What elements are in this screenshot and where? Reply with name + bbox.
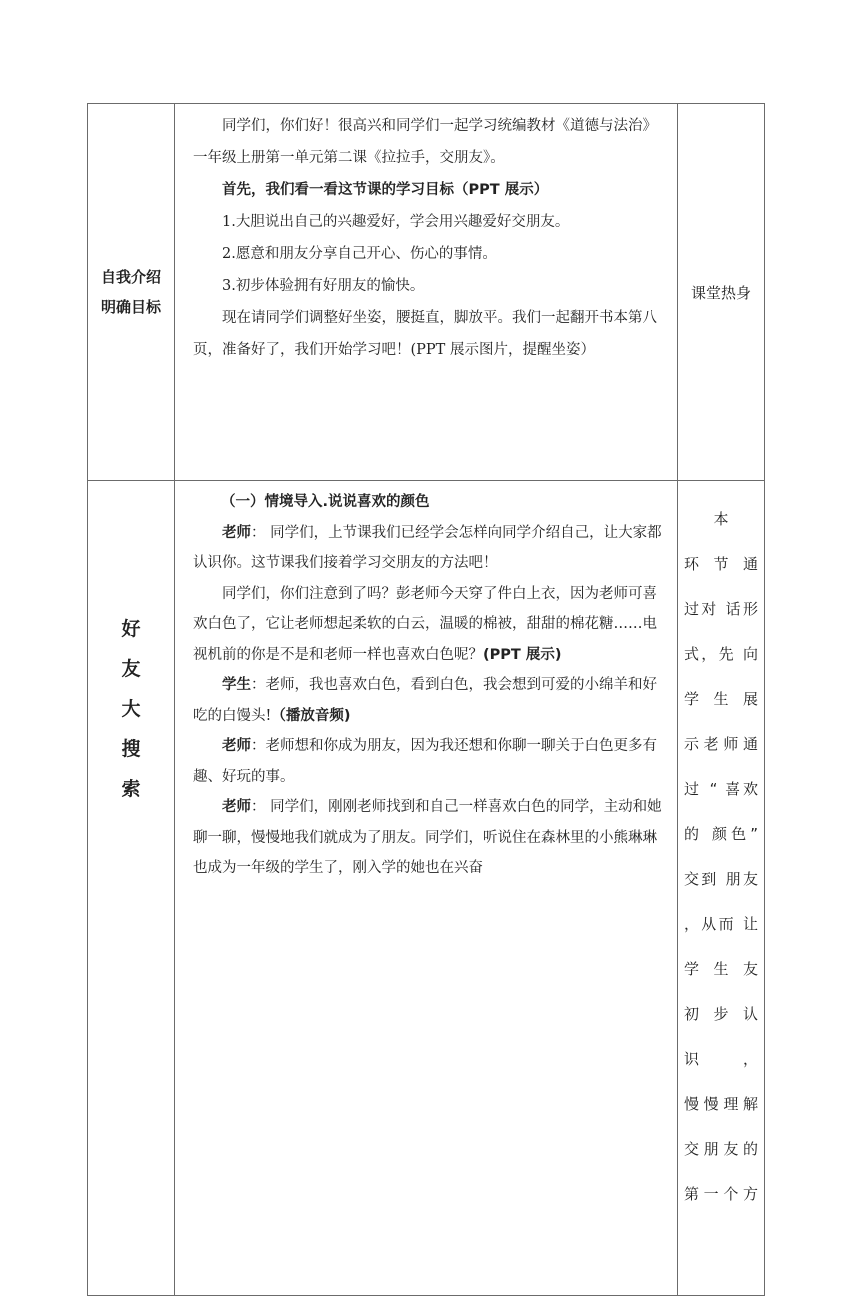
note-line: 学 生 友: [684, 960, 758, 978]
note-cell: [678, 481, 765, 1296]
note-cell: [678, 104, 765, 481]
label-char: 友: [121, 658, 141, 680]
paragraph-tail: （播放音频): [271, 707, 351, 724]
note-line: 式，先 向: [684, 645, 758, 663]
paragraph: [193, 518, 669, 579]
content-cell: [175, 104, 678, 481]
note-text: 课堂热身: [690, 283, 751, 302]
lesson-plan-table: [87, 103, 765, 1296]
paragraph: 3.初步体验拥有好朋友的愉快。: [222, 278, 425, 294]
speaker-label: 老师: [222, 738, 251, 754]
paragraph: [193, 731, 669, 792]
paragraph-text: 同学们，你们注意到了吗？彭老师今天穿了件白上衣，因为老师可喜欢白色了，它让老师想起柔软的白云，温暖的棉被，甜甜的棉花糖……电视机前的你是不是和老师一样也喜欢白色呢？: [193, 585, 657, 663]
note-line: 本: [713, 510, 729, 528]
note-line: 学 生 展: [684, 690, 758, 708]
note-line: 交朋友的: [684, 1140, 758, 1158]
note-line: 过 “ 喜欢: [684, 780, 758, 798]
label-char: 好: [121, 618, 141, 640]
paragraph: 同学们，你们好！很高兴和同学们一起学习统编教材《道德与法治》一年级上册第一单元第二课《拉拉手，交朋友》。: [193, 118, 657, 166]
paragraph-bold: 首先，我们看一看这节课的学习目标（PPT 展示）: [222, 182, 549, 198]
section-label-line: 自我介绍: [100, 268, 161, 286]
section-label-cell: [88, 104, 175, 481]
table-row: [88, 104, 765, 481]
section-label-line: 明确目标: [100, 298, 161, 316]
paragraph-tail: (PPT 展示): [483, 646, 562, 663]
section-heading: （一）情境导入.说说喜欢的颜色: [221, 494, 430, 510]
section-label-cell: [88, 481, 175, 1296]
paragraph: 1.大胆说出自己的兴趣爱好，学会用兴趣爱好交朋友。: [222, 214, 570, 230]
note-line: 环 节 通: [684, 555, 758, 573]
speaker-label: 学生: [222, 677, 251, 693]
paragraph-text: ：老师，我也喜欢白色，看到白色，我会想到可爱的小绵羊和好吃的白馒头!: [193, 677, 657, 724]
paragraph: 现在请同学们调整好坐姿，腰挺直，脚放平。我们一起翻开书本第八页，准备好了，我们开始学习吧！(PPT 展示图片，提醒坐姿）: [193, 310, 657, 358]
note-line: 的 颜色”: [684, 825, 758, 843]
note-line: ，从而 让: [684, 915, 758, 933]
paragraph-text: ： 同学们，上节课我们已经学会怎样向同学介绍自己，让大家都认识你。这节课我们接着学习交朋友的方法吧！: [193, 524, 662, 571]
table-row: [88, 481, 765, 1296]
speaker-label: 老师: [222, 799, 251, 815]
paragraph: 2.愿意和朋友分享自己开心、伤心的事情。: [222, 246, 497, 262]
label-char: 索: [121, 778, 141, 800]
paragraph: [193, 792, 669, 884]
paragraph-text: ： 同学们，刚刚老师找到和自己一样喜欢白色的同学，主动和她聊一聊，慢慢地我们就成为了朋友。同学们，听说住在森林里的小熊琳琳也成为一年级的学生了，刚入学的她也在兴奋: [193, 799, 662, 876]
note-line: 交到 朋友: [684, 870, 758, 888]
label-char: 搜: [121, 738, 141, 760]
note-line: 慢慢理解: [684, 1095, 758, 1113]
note-line: 第一个方: [684, 1185, 758, 1203]
paragraph: [193, 670, 669, 731]
paragraph: [193, 579, 669, 671]
label-char: 大: [121, 698, 141, 720]
speaker-label: 老师: [222, 524, 251, 541]
content-cell: [175, 481, 678, 1296]
paragraph-text: ：老师想和你成为朋友，因为我还想和你聊一聊关于白色更多有趣、好玩的事。: [193, 738, 657, 785]
note-line: 示老师通: [684, 735, 758, 753]
note-line: 初步认识，: [684, 1005, 758, 1068]
note-line: 过对 话形: [684, 600, 758, 618]
